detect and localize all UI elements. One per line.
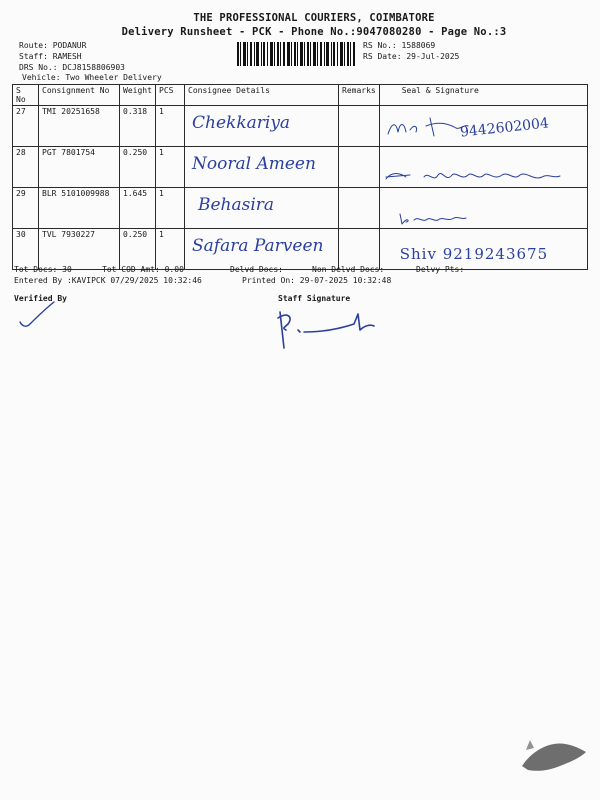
col-header-sno: S No	[13, 85, 39, 106]
rs-number: RS No.: 1588069	[363, 41, 436, 50]
cell-sno: 27	[13, 106, 39, 147]
cell-remarks	[339, 188, 380, 229]
cell-weight: 1.645	[120, 188, 156, 229]
cell-weight: 0.318	[120, 106, 156, 147]
company-title: THE PROFESSIONAL COURIERS, COIMBATORE	[193, 12, 435, 24]
table-row	[13, 147, 588, 188]
table-row	[13, 229, 588, 270]
non-delivered-docs: Non Delvd Docs:	[312, 265, 385, 274]
cell-consignee	[185, 106, 339, 147]
staff-signature-scribble	[274, 308, 384, 354]
cell-sno: 28	[13, 147, 39, 188]
cell-consignee	[185, 229, 339, 270]
seal-phone-handwriting: 9442602004	[459, 115, 550, 141]
entered-by: Entered By :KAVIPCK 07/29/2025 10:32:46	[14, 276, 202, 285]
col-header-consignment: Consignment No	[39, 85, 120, 106]
rs-date: RS Date: 29-Jul-2025	[363, 52, 460, 61]
col-header-seal: Seal & Signature	[379, 85, 587, 106]
delivered-docs: Delvd Docs:	[230, 265, 283, 274]
col-header-consignee: Consignee Details	[185, 85, 339, 106]
col-header-remarks: Remarks	[339, 85, 380, 106]
cell-weight: 0.250	[120, 147, 156, 188]
signature-scribble	[398, 210, 468, 226]
cell-pcs: 1	[156, 229, 185, 270]
seal-phone-handwriting: Shiv 9219243675	[399, 245, 549, 263]
ink-smudge	[520, 736, 590, 776]
cell-seal	[379, 188, 587, 229]
tot-docs: Tot Docs: 30	[14, 265, 72, 274]
cell-remarks	[339, 106, 380, 147]
consignee-handwriting: Nooral Ameen	[192, 154, 316, 174]
delivery-points: Delvy Pts:	[416, 265, 465, 274]
verified-by-label: Verified By	[14, 294, 67, 303]
staff-signature-label: Staff Signature	[278, 294, 351, 303]
consignee-handwriting: Safara Parveen	[192, 236, 324, 256]
cell-consignee	[185, 147, 339, 188]
cell-pcs: 1	[156, 188, 185, 229]
route-label: Route: PODANUR	[19, 41, 87, 50]
consignee-handwriting: Chekkariya	[192, 113, 291, 133]
cell-remarks	[339, 147, 380, 188]
drs-number: DRS No.: DCJ8158806903	[19, 63, 125, 72]
cell-pcs: 1	[156, 147, 185, 188]
cell-consignment: BLR 5101009988	[39, 188, 120, 229]
cell-consignment: TMI 20251658	[39, 106, 120, 147]
consignee-handwriting: Behasira	[198, 195, 275, 215]
tot-cod-amount: Tot COD Amt: 0.00	[102, 265, 184, 274]
cell-consignment: TVL 7930227	[39, 229, 120, 270]
cell-sno: 29	[13, 188, 39, 229]
col-header-pcs: PCS	[156, 85, 185, 106]
cell-consignee	[185, 188, 339, 229]
cell-sno: 30	[13, 229, 39, 270]
printed-on: Printed On: 29-07-2025 10:32:48	[242, 276, 392, 285]
runsheet-table	[12, 84, 588, 270]
staff-label: Staff: RAMESH	[19, 52, 82, 61]
cell-consignment: PGT 7801754	[39, 147, 120, 188]
table-row	[13, 106, 588, 147]
cell-seal	[379, 147, 587, 188]
vehicle-label: Vehicle: Two Wheeler Delivery	[22, 73, 162, 82]
table-header-row	[13, 85, 588, 106]
runsheet-subtitle: Delivery Runsheet - PCK - Phone No.:9047080280 - Page No.:3	[121, 26, 507, 38]
cell-seal	[379, 229, 587, 270]
verified-tick-mark	[18, 300, 58, 330]
cell-pcs: 1	[156, 106, 185, 147]
cell-weight: 0.250	[120, 229, 156, 270]
col-header-weight: Weight	[120, 85, 156, 106]
barcode	[237, 42, 355, 66]
table-row	[13, 188, 588, 229]
signature-scribble	[384, 167, 584, 187]
cell-seal	[379, 106, 587, 147]
cell-remarks	[339, 229, 380, 270]
